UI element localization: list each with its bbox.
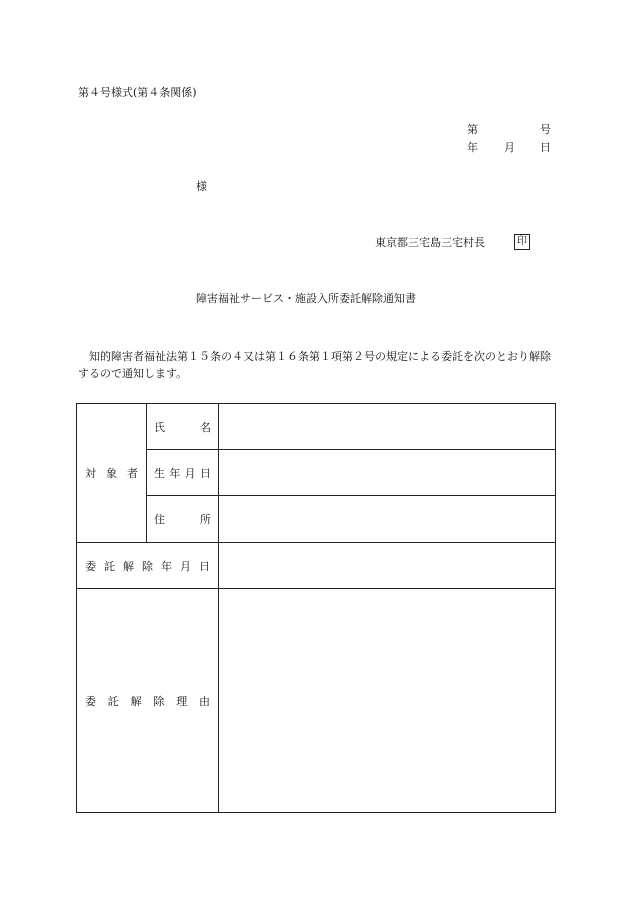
label-char: 委: [85, 694, 96, 708]
label-char: 対: [85, 467, 96, 480]
subject-label-cell: [77, 404, 147, 543]
table-row: [77, 543, 556, 589]
issuer-name: 東京都三宅島三宅村長: [375, 236, 485, 249]
label-char: 除: [153, 694, 165, 708]
name-value-cell[interactable]: [219, 404, 556, 450]
label-char: 由: [198, 694, 210, 708]
name-label-cell: [147, 404, 219, 450]
form-number-label: 第４号様式(第４条関係): [78, 86, 197, 99]
cancel-date-value-cell[interactable]: [219, 543, 556, 589]
cancel-date-label-cell: [77, 543, 219, 589]
notice-table: [76, 403, 556, 813]
subject-label: [85, 465, 138, 481]
document-title: 障害福祉サービス・施設入所委託解除通知書: [196, 292, 416, 305]
addressee-honorific: 様: [196, 180, 207, 193]
label-char: 年: [161, 559, 172, 573]
label-char: 氏: [154, 420, 165, 434]
label-char: 託: [104, 559, 115, 573]
table-row: [77, 450, 556, 496]
label-char: 生: [154, 466, 165, 480]
cancel-reason-label-cell: [77, 589, 219, 813]
label-char: 所: [200, 513, 211, 526]
cancel-date-label: [85, 558, 210, 574]
cancel-reason-label: [85, 693, 210, 709]
label-char: 者: [127, 467, 138, 480]
seal-stamp-icon: 印: [514, 234, 530, 250]
label-char: 住: [154, 513, 165, 526]
label-char: 名: [200, 420, 211, 434]
body-paragraph: 知的障害者福祉法第１５条の４又は第１６条第１項第２号の規定による委託を次のとおり解除するので通知します。: [78, 350, 551, 380]
label-char: 月: [184, 466, 196, 480]
label-char: 解: [130, 694, 142, 708]
label-char: 日: [199, 466, 211, 480]
label-char: 年: [169, 466, 181, 480]
table-row: [77, 589, 556, 813]
address-value-cell[interactable]: [219, 496, 556, 543]
birthdate-value-cell[interactable]: [219, 450, 556, 496]
document-number-prefix: 第: [467, 123, 478, 136]
address-label-cell: [147, 496, 219, 543]
birthdate-label-cell: [147, 450, 219, 496]
address-label: [154, 511, 211, 527]
label-char: 解: [123, 559, 134, 573]
label-char: 理: [176, 694, 188, 708]
table-row: [77, 404, 556, 450]
cancel-reason-value-cell[interactable]: [219, 589, 556, 813]
label-char: 月: [180, 559, 191, 573]
table-row: [77, 496, 556, 543]
document-number-suffix: 号: [540, 123, 551, 136]
label-char: 除: [142, 559, 153, 573]
name-label: [154, 419, 211, 435]
label-char: 象: [106, 467, 117, 480]
label-char: 委: [85, 559, 96, 573]
date-month-label: 月: [504, 141, 515, 154]
birthdate-label: [154, 465, 211, 481]
date-day-label: 日: [540, 141, 551, 154]
label-char: 日: [199, 559, 210, 573]
label-char: 託: [107, 694, 119, 708]
date-year-label: 年: [467, 141, 478, 154]
